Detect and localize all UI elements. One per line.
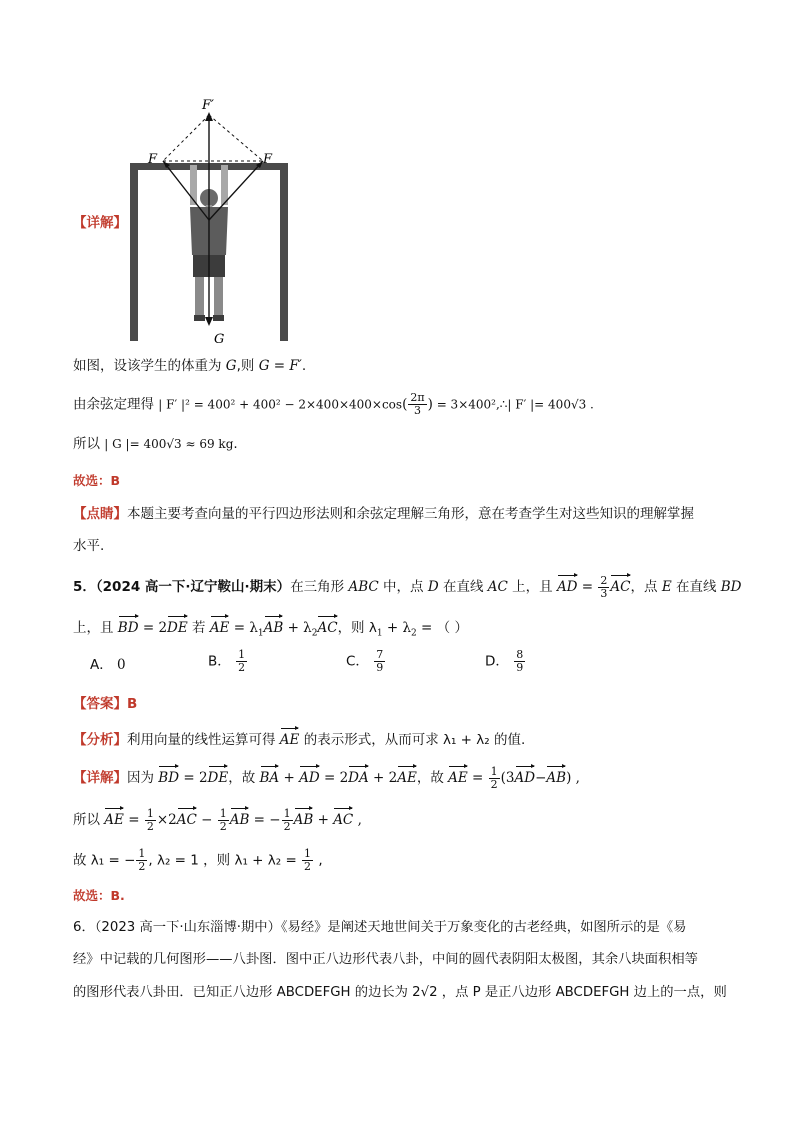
label-f-left: F: [148, 152, 158, 167]
detail-line-2: 由余弦定理得 | F′ |² = 400² + 400² − 2×400×400×cos( $\frac{2\pi}{3}$ ) = 3×400²,∴| F′ |= 400√3 .: [73, 391, 594, 417]
analysis-line: 【分析】利用向量的线性运算可得 AE 的表示形式，从而可求 λ₁ + λ₂ 的值.: [73, 726, 525, 750]
left-post: [130, 163, 138, 341]
detail-2-line-2: 所以 AE = $\frac{1}{2}$ ×2AC − $\frac{1}{2}$ AB = − $\frac{1}{2}$ AB + AC ,: [73, 806, 362, 833]
question-6-line-2: 经》中记载的几何图形——八卦图．图中正八边形代表八卦，中间的圆代表阴阳太极图，其余八块面积相等: [73, 952, 698, 967]
option-a[interactable]: A． 0: [90, 657, 126, 673]
label-g: G: [214, 332, 225, 347]
question-5-line-2: 上，且 BD = 2DE 若 AE = $\lambda_1AB + \lambda_2AC$，则 $\lambda_1 + \lambda_2$ = （ ）: [73, 614, 468, 644]
detail-tag-1: 【详解】: [73, 215, 127, 231]
detail-line-3: 所以 | G |= 400√3 ≈ 69 kg.: [73, 436, 238, 452]
right-post: [280, 163, 288, 341]
choose-line-2: 故选：B.: [73, 888, 125, 903]
remark-line-2: 水平.: [73, 538, 105, 554]
detail-2-line-3: 故 λ₁ = − $\frac{1}{2}$ , λ₂ = 1 ，则 λ₁ + λ₂ = $\frac{1}{2}$ ,: [73, 847, 323, 873]
option-d[interactable]: D． $\frac{8}{9}$: [485, 648, 524, 674]
remark-line: 【点睛】本题主要考查向量的平行四边形法则和余弦定理解三角形，意在考查学生对这些知识的理解掌握: [73, 506, 694, 522]
answer-line: 【答案】B: [73, 696, 138, 712]
detail-line-1: 如图，设该学生的体重为 G,则 G = F′.: [73, 358, 307, 374]
pullup-force-figure: [120, 95, 300, 350]
choose-line-1: 故选：B: [73, 473, 121, 488]
question-6-line-3: 的图形代表八卦田．已知正八边形 ABCDEFGH 的边长为 2√2 ，点 P 是正八边形 ABCDEFGH 边上的一点，则: [73, 985, 727, 1000]
option-c[interactable]: C． $\frac{7}{9}$: [346, 648, 384, 674]
detail-2-line-1: 【详解】因为 BD = 2DE，故 BA + AD = 2DA + 2AE，故 AE = $\frac{1}{2}$ (3AD−AB) ,: [73, 764, 580, 791]
option-b[interactable]: B． $\frac{1}{2}$: [208, 648, 246, 674]
question-5-line-1: 5．（2024 高一下·辽宁鞍山·期末）在三角形 ABC 中，点 D 在直线 AC 上，且 AD = $\frac{2}{3}$ AC，点 E 在直线 BD: [73, 573, 742, 600]
question-6-line-1: 6．（2023 高一下·山东淄博·期中）《易经》是阐述天地世间关于万象变化的古老经典，如图所示的是《易: [73, 920, 687, 935]
label-f-right: F: [263, 152, 273, 167]
label-fprime: F′: [202, 98, 214, 113]
